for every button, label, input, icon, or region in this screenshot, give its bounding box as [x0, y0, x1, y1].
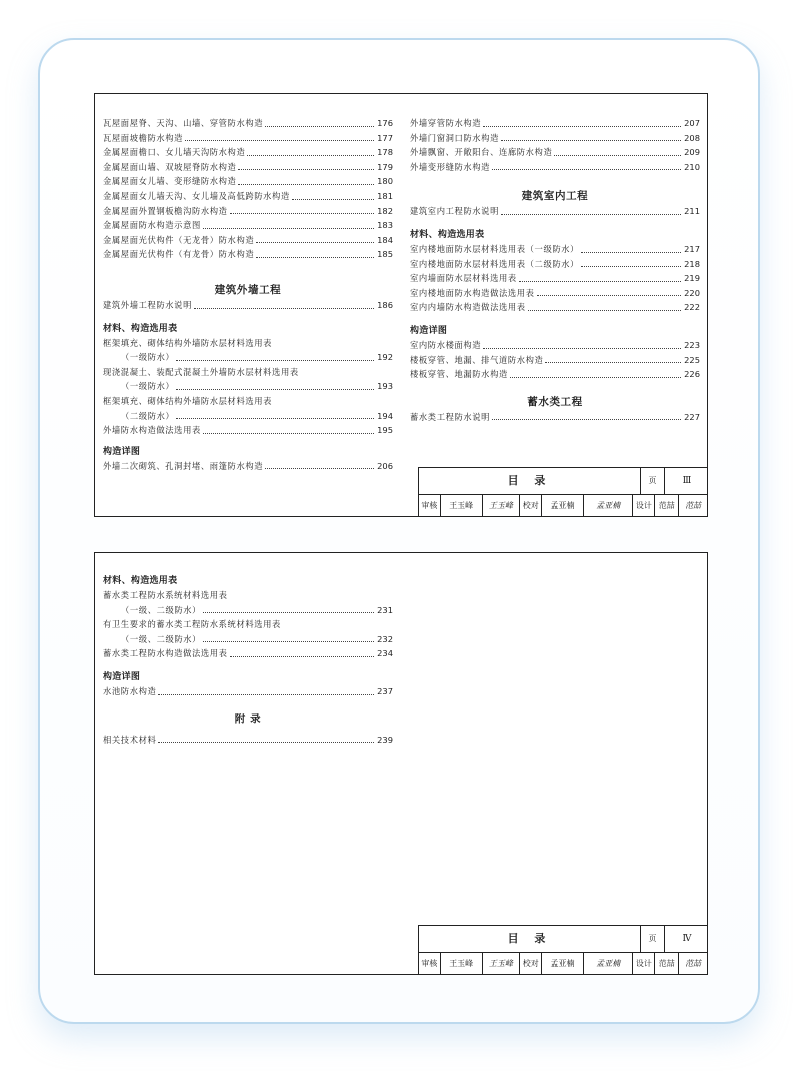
section-heading: 蓄水类工程 — [527, 395, 583, 408]
dot-leader — [501, 214, 681, 215]
dot-leader — [581, 252, 681, 253]
toc-entry[interactable] — [103, 174, 393, 189]
toc-entry[interactable] — [103, 233, 393, 248]
toc-entry-title: 外墙防水构造做法选用表 — [103, 425, 201, 436]
toc-entry-line[interactable]: 现浇混凝土、装配式混凝土外墙防水层材料选用表 — [103, 366, 299, 377]
dot-leader — [528, 310, 681, 311]
page-number: Ⅲ — [682, 476, 692, 486]
toc-entry-title: 外墙门窗洞口防水构造 — [410, 132, 499, 143]
toc-entry-title: 金属屋面檐口、女儿墙天沟防水构造 — [103, 147, 246, 158]
toc-entry-title: 外墙穿管防水构造 — [410, 118, 482, 128]
toc-entry[interactable] — [103, 189, 393, 204]
subsection-heading: 材料、构造选用表 — [103, 323, 178, 334]
title-block-header — [419, 926, 707, 953]
toc-entry-line[interactable]: 蓄水类工程防水系统材料选用表 — [103, 590, 228, 600]
audit-label: 审核 — [419, 494, 441, 517]
toc-entry-title: 室内楼地面防水构造做法选用表 — [410, 287, 535, 298]
page-number: Ⅳ — [682, 934, 692, 944]
toc-page-number: 177 — [377, 132, 393, 143]
toc-entry-title: 金属屋面光伏构件（有龙骨）防水构造 — [103, 249, 255, 260]
dot-leader — [483, 126, 681, 127]
toc-entry[interactable] — [103, 632, 393, 647]
toc-page-number: 194 — [377, 410, 393, 421]
toc-right-column — [410, 94, 700, 424]
toc-entry[interactable] — [410, 160, 700, 175]
toc-left-column — [103, 553, 393, 747]
toc-entry-title: 金属屋面山墙、双坡屋脊防水构造 — [103, 161, 237, 172]
subsection-heading: 构造详图 — [103, 671, 141, 682]
dot-leader — [483, 348, 681, 349]
dot-leader — [519, 281, 681, 282]
toc-entry-line[interactable]: 框架填充、砌体结构外墙防水层材料选用表 — [103, 395, 273, 406]
toc-entry-title: （一级防水） — [121, 381, 175, 392]
subsection-heading: 材料、构造选用表 — [103, 576, 178, 586]
toc-entry[interactable] — [410, 145, 700, 160]
subsection-heading: 构造详图 — [410, 325, 448, 336]
toc-page-number: 181 — [377, 190, 393, 201]
toc-entry-title: （二级防水） — [121, 410, 175, 421]
toc-page-number: 234 — [377, 648, 393, 659]
toc-entry[interactable] — [410, 257, 700, 272]
dot-leader — [256, 257, 374, 258]
toc-sheet-iv — [94, 552, 708, 975]
toc-entry-title: 水池防水构造 — [103, 685, 157, 696]
toc-page-number: 182 — [377, 205, 393, 216]
dot-leader — [256, 242, 374, 243]
toc-entry[interactable] — [103, 131, 393, 146]
toc-page-number: 179 — [377, 161, 393, 172]
toc-entry-title: （一级防水） — [121, 352, 175, 363]
checker-name: 孟亚楠 — [542, 952, 584, 975]
designer-signature: 范喆 — [685, 501, 702, 510]
toc-entry[interactable] — [103, 379, 393, 394]
dot-leader — [203, 612, 374, 613]
toc-entry[interactable] — [410, 116, 700, 131]
toc-entry-title: 瓦屋面坡檐防水构造 — [103, 132, 184, 143]
dot-leader — [176, 360, 374, 361]
toc-list — [410, 94, 700, 424]
dot-leader — [510, 377, 681, 378]
toc-page-number: 210 — [684, 161, 700, 172]
toc-page-number: 217 — [684, 243, 700, 254]
toc-entry-title: 建筑外墙工程防水说明 — [103, 299, 192, 310]
page-label: 页 — [641, 926, 665, 952]
dot-leader — [545, 362, 681, 363]
toc-page-number: 184 — [377, 234, 393, 245]
section-heading: 建筑外墙工程 — [214, 283, 282, 296]
auditor-name: 王玉峰 — [441, 952, 483, 975]
toc-list — [103, 553, 393, 747]
audit-label: 审核 — [419, 952, 441, 975]
subsection-heading: 材料、构造选用表 — [410, 229, 485, 240]
dot-leader — [158, 694, 374, 695]
checker-signature: 孟亚楠 — [584, 494, 634, 517]
toc-entry[interactable] — [410, 353, 700, 368]
toc-page-number: 186 — [377, 299, 393, 310]
toc-list — [103, 94, 393, 473]
toc-entry-title: 楼板穿管、地漏、排气道防水构造 — [410, 354, 544, 365]
designer-signature: 范喆 — [685, 959, 702, 968]
check-label: 校对 — [520, 494, 542, 517]
toc-entry-title: 室内楼地面防水层材料选用表（二级防水） — [410, 258, 580, 269]
toc-page-number: 227 — [684, 411, 700, 422]
toc-page-number: 185 — [377, 249, 393, 260]
toc-entry[interactable] — [103, 603, 393, 618]
toc-entry-title: 室内防水楼面构造 — [410, 339, 482, 350]
toc-entry[interactable] — [103, 423, 393, 438]
toc-page-number: 180 — [377, 176, 393, 187]
design-label: 设计 — [633, 494, 655, 517]
toc-entry[interactable] — [410, 131, 700, 146]
toc-entry[interactable] — [410, 300, 700, 315]
toc-entry[interactable] — [410, 367, 700, 382]
designer-name: 范喆 — [655, 494, 679, 517]
toc-page-number: 239 — [377, 734, 393, 745]
auditor-signature: 王玉峰 — [483, 494, 521, 517]
dot-leader — [203, 228, 374, 229]
check-label: 校对 — [520, 952, 542, 975]
toc-entry-title: 金属屋面光伏构件（无龙骨）防水构造 — [103, 234, 255, 245]
toc-entry[interactable] — [103, 145, 393, 160]
toc-page-number: 176 — [377, 118, 393, 128]
toc-entry[interactable] — [103, 218, 393, 233]
toc-entry-title: 外墙二次砌筑、孔洞封堵、雨篷防水构造 — [103, 460, 264, 471]
toc-page-number: 218 — [684, 258, 700, 269]
toc-page-number: 223 — [684, 339, 700, 350]
designer-name: 范喆 — [655, 952, 679, 975]
toc-entry-title: 瓦屋面屋脊、天沟、山墙、穿管防水构造 — [103, 118, 264, 128]
dot-leader — [158, 742, 374, 743]
toc-entry[interactable] — [103, 684, 393, 699]
toc-page-number: 209 — [684, 147, 700, 158]
toc-entry-title: 室内墙面防水层材料选用表 — [410, 273, 517, 284]
signature-row — [419, 494, 707, 517]
toc-entry-title: 外墙变形缝防水构造 — [410, 161, 491, 172]
dot-leader — [230, 656, 375, 657]
dot-leader — [492, 419, 681, 420]
toc-entry[interactable] — [103, 160, 393, 175]
dot-leader — [247, 155, 374, 156]
toc-entry-line[interactable]: 框架填充、砌体结构外墙防水层材料选用表 — [103, 337, 273, 348]
toc-entry[interactable] — [410, 286, 700, 301]
section-heading: 建筑室内工程 — [521, 190, 589, 203]
toc-page-number: 206 — [377, 460, 393, 471]
toc-entry[interactable] — [103, 116, 393, 131]
toc-entry-title: 室内内墙防水构造做法选用表 — [410, 302, 526, 313]
design-label: 设计 — [633, 952, 655, 975]
toc-page-number: 220 — [684, 287, 700, 298]
subsection-heading: 构造详图 — [103, 446, 141, 457]
dot-leader — [265, 468, 374, 469]
signature-row — [419, 952, 707, 975]
toc-entry[interactable] — [103, 298, 393, 313]
dot-leader — [238, 169, 374, 170]
title-block-header — [419, 468, 707, 495]
dot-leader — [292, 199, 374, 200]
toc-entry-title: 相关技术材料 — [103, 734, 157, 745]
toc-entry[interactable] — [410, 271, 700, 286]
toc-page-number: 231 — [377, 604, 393, 615]
toc-entry[interactable] — [103, 459, 393, 474]
toc-page-number: 219 — [684, 273, 700, 284]
toc-page-number: 207 — [684, 118, 700, 128]
toc-page-number: 192 — [377, 352, 393, 363]
toc-entry-title: （一级、二级防水） — [121, 633, 202, 644]
dot-leader — [501, 140, 681, 141]
toc-entry-title: 金属屋面女儿墙、变形缝防水构造 — [103, 176, 237, 187]
toc-page-number: 226 — [684, 369, 700, 380]
dot-leader — [194, 308, 374, 309]
toc-entry-title: 蓄水类工程防水说明 — [410, 411, 491, 422]
toc-entry[interactable] — [103, 247, 393, 262]
toc-entry[interactable] — [410, 338, 700, 353]
drawing-title: 目 录 — [419, 468, 641, 494]
toc-page-number: 183 — [377, 220, 393, 231]
dot-leader — [492, 169, 681, 170]
toc-page-number: 225 — [684, 354, 700, 365]
toc-entry-title: 建筑室内工程防水说明 — [410, 206, 499, 217]
toc-entry-title: （一级、二级防水） — [121, 604, 202, 615]
toc-entry[interactable] — [103, 350, 393, 365]
dot-leader — [265, 126, 374, 127]
toc-entry-line[interactable]: 有卫生要求的蓄水类工程防水系统材料选用表 — [103, 619, 281, 630]
auditor-signature: 王玉峰 — [483, 952, 521, 975]
toc-page-number: 195 — [377, 425, 393, 436]
title-block — [418, 925, 708, 975]
toc-entry-title: 金属屋面防水构造示意图 — [103, 220, 201, 231]
toc-page-number: 193 — [377, 381, 393, 392]
toc-entry[interactable] — [410, 410, 700, 425]
toc-page-number: 208 — [684, 132, 700, 143]
toc-entry[interactable] — [103, 204, 393, 219]
toc-page-number: 237 — [377, 685, 393, 696]
toc-entry[interactable] — [103, 733, 393, 748]
dot-leader — [203, 433, 374, 434]
toc-entry-title: 楼板穿管、地漏防水构造 — [410, 369, 508, 380]
dot-leader — [176, 389, 374, 390]
checker-signature: 孟亚楠 — [584, 952, 634, 975]
title-block — [418, 467, 708, 517]
section-heading: 附 录 — [234, 712, 262, 725]
toc-entry-title: 金属屋面女儿墙天沟、女儿墙及高低跨防水构造 — [103, 190, 290, 201]
toc-entry-title: 蓄水类工程防水构造做法选用表 — [103, 648, 228, 659]
dot-leader — [203, 641, 374, 642]
toc-entry-title: 金属屋面外置钢板檐沟防水构造 — [103, 205, 228, 216]
dot-leader — [238, 184, 374, 185]
auditor-name: 王玉峰 — [441, 494, 483, 517]
toc-page-number: 222 — [684, 302, 700, 313]
toc-left-column — [103, 94, 393, 473]
dot-leader — [537, 295, 682, 296]
toc-entry[interactable] — [103, 409, 393, 424]
dot-leader — [185, 140, 374, 141]
toc-entry[interactable] — [103, 646, 393, 661]
drawing-title: 目 录 — [419, 926, 641, 952]
toc-entry-title: 室内楼地面防水层材料选用表（一级防水） — [410, 243, 580, 254]
dot-leader — [230, 213, 375, 214]
page-label: 页 — [641, 468, 665, 494]
dot-leader — [176, 418, 374, 419]
toc-page-number: 211 — [684, 206, 700, 217]
toc-entry[interactable] — [410, 242, 700, 257]
toc-entry[interactable] — [410, 204, 700, 219]
dot-leader — [554, 155, 681, 156]
toc-sheet-iii — [94, 93, 708, 517]
toc-entry-title: 外墙飘窗、开敞阳台、连廊防水构造 — [410, 147, 553, 158]
dot-leader — [581, 266, 681, 267]
checker-name: 孟亚楠 — [542, 494, 584, 517]
toc-page-number: 232 — [377, 633, 393, 644]
toc-page-number: 178 — [377, 147, 393, 158]
